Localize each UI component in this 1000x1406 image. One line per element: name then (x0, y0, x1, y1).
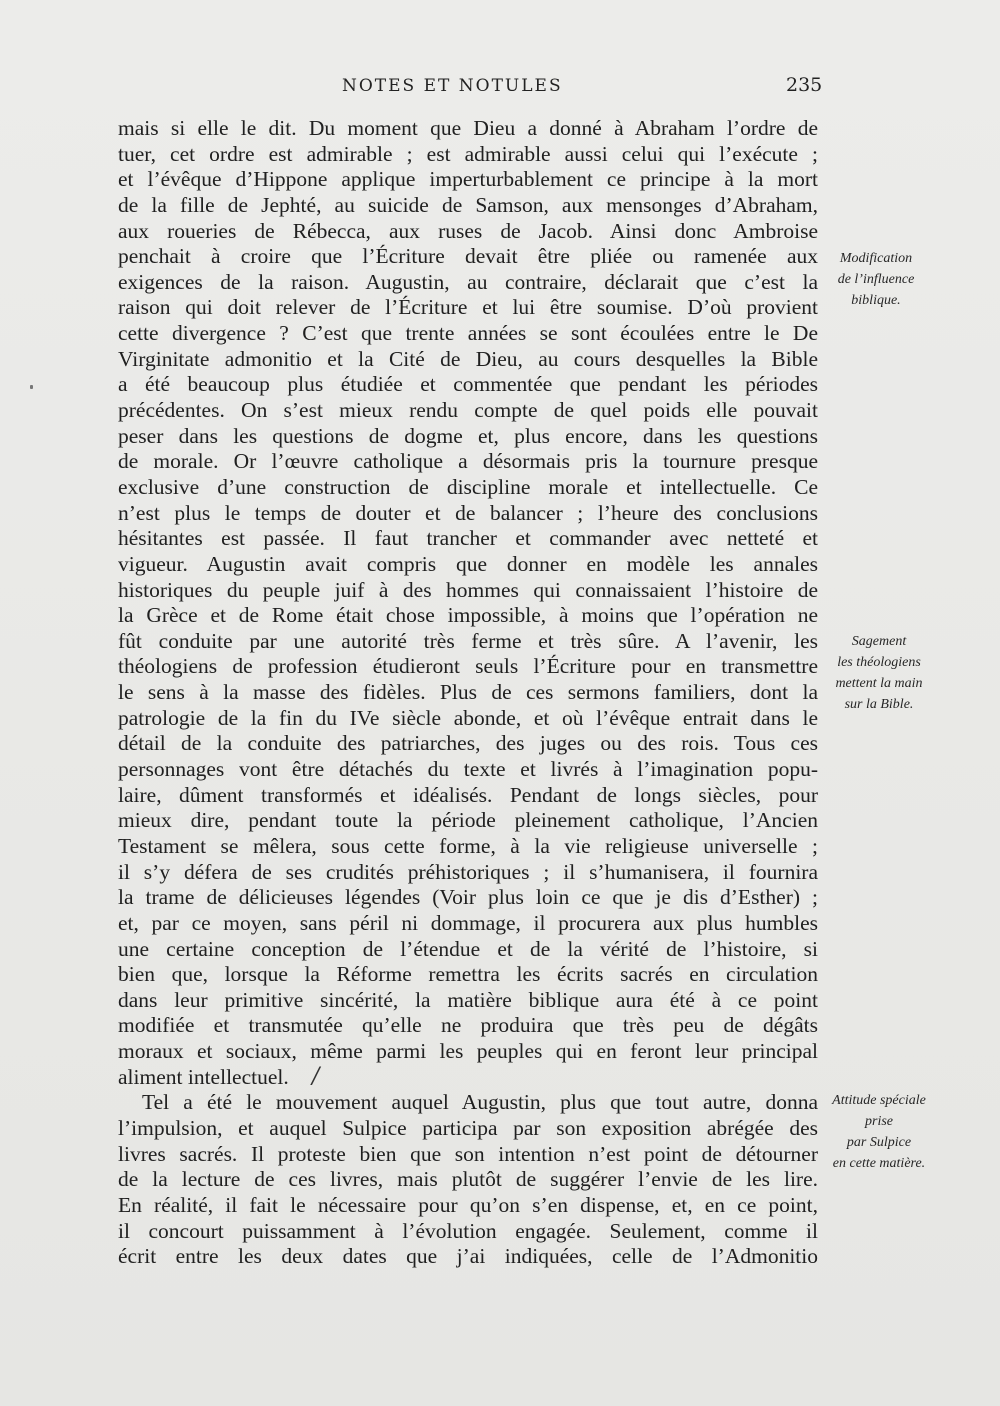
margin-note-line: les théologiens (837, 655, 921, 670)
text-line: peser dans les questions de dogme et, plus encore, dans les questions (118, 423, 818, 448)
page-number: 235 (786, 74, 823, 96)
text-line: et l’évêque d’Hippone applique imperturbablement ce principe à la mort (118, 167, 818, 192)
text-line: et, par ce moyen, sans péril ni dommage, il procurera aux plus humbles (118, 910, 818, 935)
text-line: a été beaucoup plus étudiée et commentée que pendant les périodes (118, 372, 818, 397)
text-line: moraux et sociaux, même parmi les peuples qui en feront leur principal (118, 1039, 818, 1064)
text-line: bien que, lorsque la Réforme remettra les écrits sacrés en circulation (118, 962, 818, 987)
text-line: n’est plus le temps de douter et de balancer ; l’heure des conclusions (118, 500, 818, 525)
text-line: écrit entre les deux dates que j’ai indiquées, celle de l’Admonitio (118, 1244, 818, 1269)
text-line: de la fille de Jephté, au suicide de Samson, aux mensonges d’Abraham, (118, 192, 818, 217)
running-title: NOTES ET NOTULES (342, 76, 563, 96)
text-line: de morale. Or l’œuvre catholique a désormais pris la tournure presque (118, 449, 818, 474)
text-line: Virginitate admonitio et la Cité de Dieu, au cours desquelles la Bible (118, 346, 818, 371)
margin-note-modification (826, 248, 926, 311)
margin-note-line: mettent la main (835, 676, 923, 691)
margin-note-line: en cette matière. (832, 1156, 926, 1171)
text-line: modifiée et transmutée qu’elle ne produira que très peu de dégâts (118, 1013, 818, 1038)
text-line: laire, dûment transformés et idéalisés. Pendant de longs siècles, pour (118, 782, 818, 807)
text-line: dans leur primitive sincérité, la matière biblique aura été à ce point (118, 987, 818, 1012)
body-text (118, 116, 818, 1270)
text-line: mieux dire, pendant toute la période pleinement catholique, l’Ancien (118, 808, 818, 833)
text-line: précédentes. On s’est mieux rendu compte de quel poids elle pouvait (118, 398, 818, 423)
text-line: aliment intellectuel. (118, 1064, 289, 1089)
text-line: fût conduite par une autorité très ferme et très sûre. A l’avenir, les (118, 628, 818, 653)
text-line: penchait à croire que l’Écriture devait être pliée ou ramenée aux (118, 244, 818, 269)
text-line: vigueur. Augustin avait compris que donner en modèle les annales (118, 551, 818, 576)
text-line: l’impulsion, et auquel Sulpice participa par son exposition abrégée des (118, 1115, 818, 1140)
text-line: aux roueries de Rébecca, aux ruses de Jacob. Ainsi donc Ambroise (118, 218, 818, 243)
text-line: personnages vont être détachés du texte et livrés à l’imagination popu- (118, 757, 818, 782)
text-line: le sens à la masse des fidèles. Plus de ces sermons familiers, dont la (118, 680, 818, 705)
margin-note-line: de l’influence (837, 272, 915, 287)
text-line: livres sacrés. Il proteste bien que son intention n’est point de détourner (118, 1141, 818, 1166)
margin-note-line: sur la Bible. (844, 697, 914, 712)
text-line: historiques du peuple juif à des hommes qui connaissaient l’histoire de (118, 577, 818, 602)
text-line: patrologie de la fin du IVe siècle abonde, et où l’évêque entrait dans le (118, 705, 818, 730)
text-line: la Grèce et de Rome était chose impossible, à moins que l’opération ne (118, 603, 818, 628)
margin-note-line: prise (865, 1114, 893, 1129)
margin-note-attitude (818, 1090, 940, 1174)
text-line: tuer, cet ordre est admirable ; est admirable aussi celui qui l’exécute ; (118, 141, 818, 166)
bracket-mark: / (312, 1064, 320, 1089)
text-line: détail de la conduite des patriarches, des juges ou des rois. Tous ces (118, 731, 818, 756)
text-line: de la lecture de ces livres, mais plutôt de suggérer l’envie de les lire. (118, 1167, 818, 1192)
text-line: hésitantes est passée. Il faut trancher et commander avec netteté et (118, 526, 818, 551)
margin-note-line: Attitude spéciale (832, 1093, 926, 1108)
margin-note-line: Modification (839, 251, 913, 266)
stray-ink-mark (30, 385, 33, 389)
text-line: une certaine conception de l’étendue et de la vérité de l’histoire, si (118, 936, 818, 961)
text-line: il s’y défera de ses crudités préhistoriques ; il s’humanisera, il fournira (118, 859, 818, 884)
margin-note-sagement (824, 631, 934, 715)
text-line: En réalité, il fait le nécessaire pour qu’on s’en dispense, et, en ce point, (118, 1192, 818, 1217)
text-line: mais si elle le dit. Du moment que Dieu a donné à Abraham l’ordre de (118, 116, 818, 140)
text-line: exclusive d’une construction de discipline morale et intellectuelle. Ce (118, 474, 818, 499)
text-line: cette divergence ? C’est que trente années se sont écoulées entre le De (118, 321, 818, 346)
text-line: il concourt puissamment à l’évolution engagée. Seulement, comme il (118, 1218, 818, 1243)
text-line: théologiens de profession étudieront seuls l’Écriture pour en transmettre (118, 654, 818, 679)
text-line: raison qui doit relever de l’Écriture et lui être soumise. D’où provient (118, 295, 818, 320)
text-line: Tel a été le mouvement auquel Augustin, plus que tout autre, donna (142, 1090, 818, 1115)
margin-note-line: biblique. (851, 293, 901, 308)
margin-note-line: par Sulpice (846, 1135, 912, 1150)
text-line: Testament se mêlera, sous cette forme, à la vie religieuse universelle ; (118, 833, 818, 858)
text-line: exigences de la raison. Augustin, au contraire, déclarait que c’est la (118, 269, 818, 294)
text-line: la trame de délicieuses légendes (Voir plus loin ce que je dis d’Esther) ; (118, 885, 818, 910)
margin-note-line: Sagement (851, 634, 907, 649)
